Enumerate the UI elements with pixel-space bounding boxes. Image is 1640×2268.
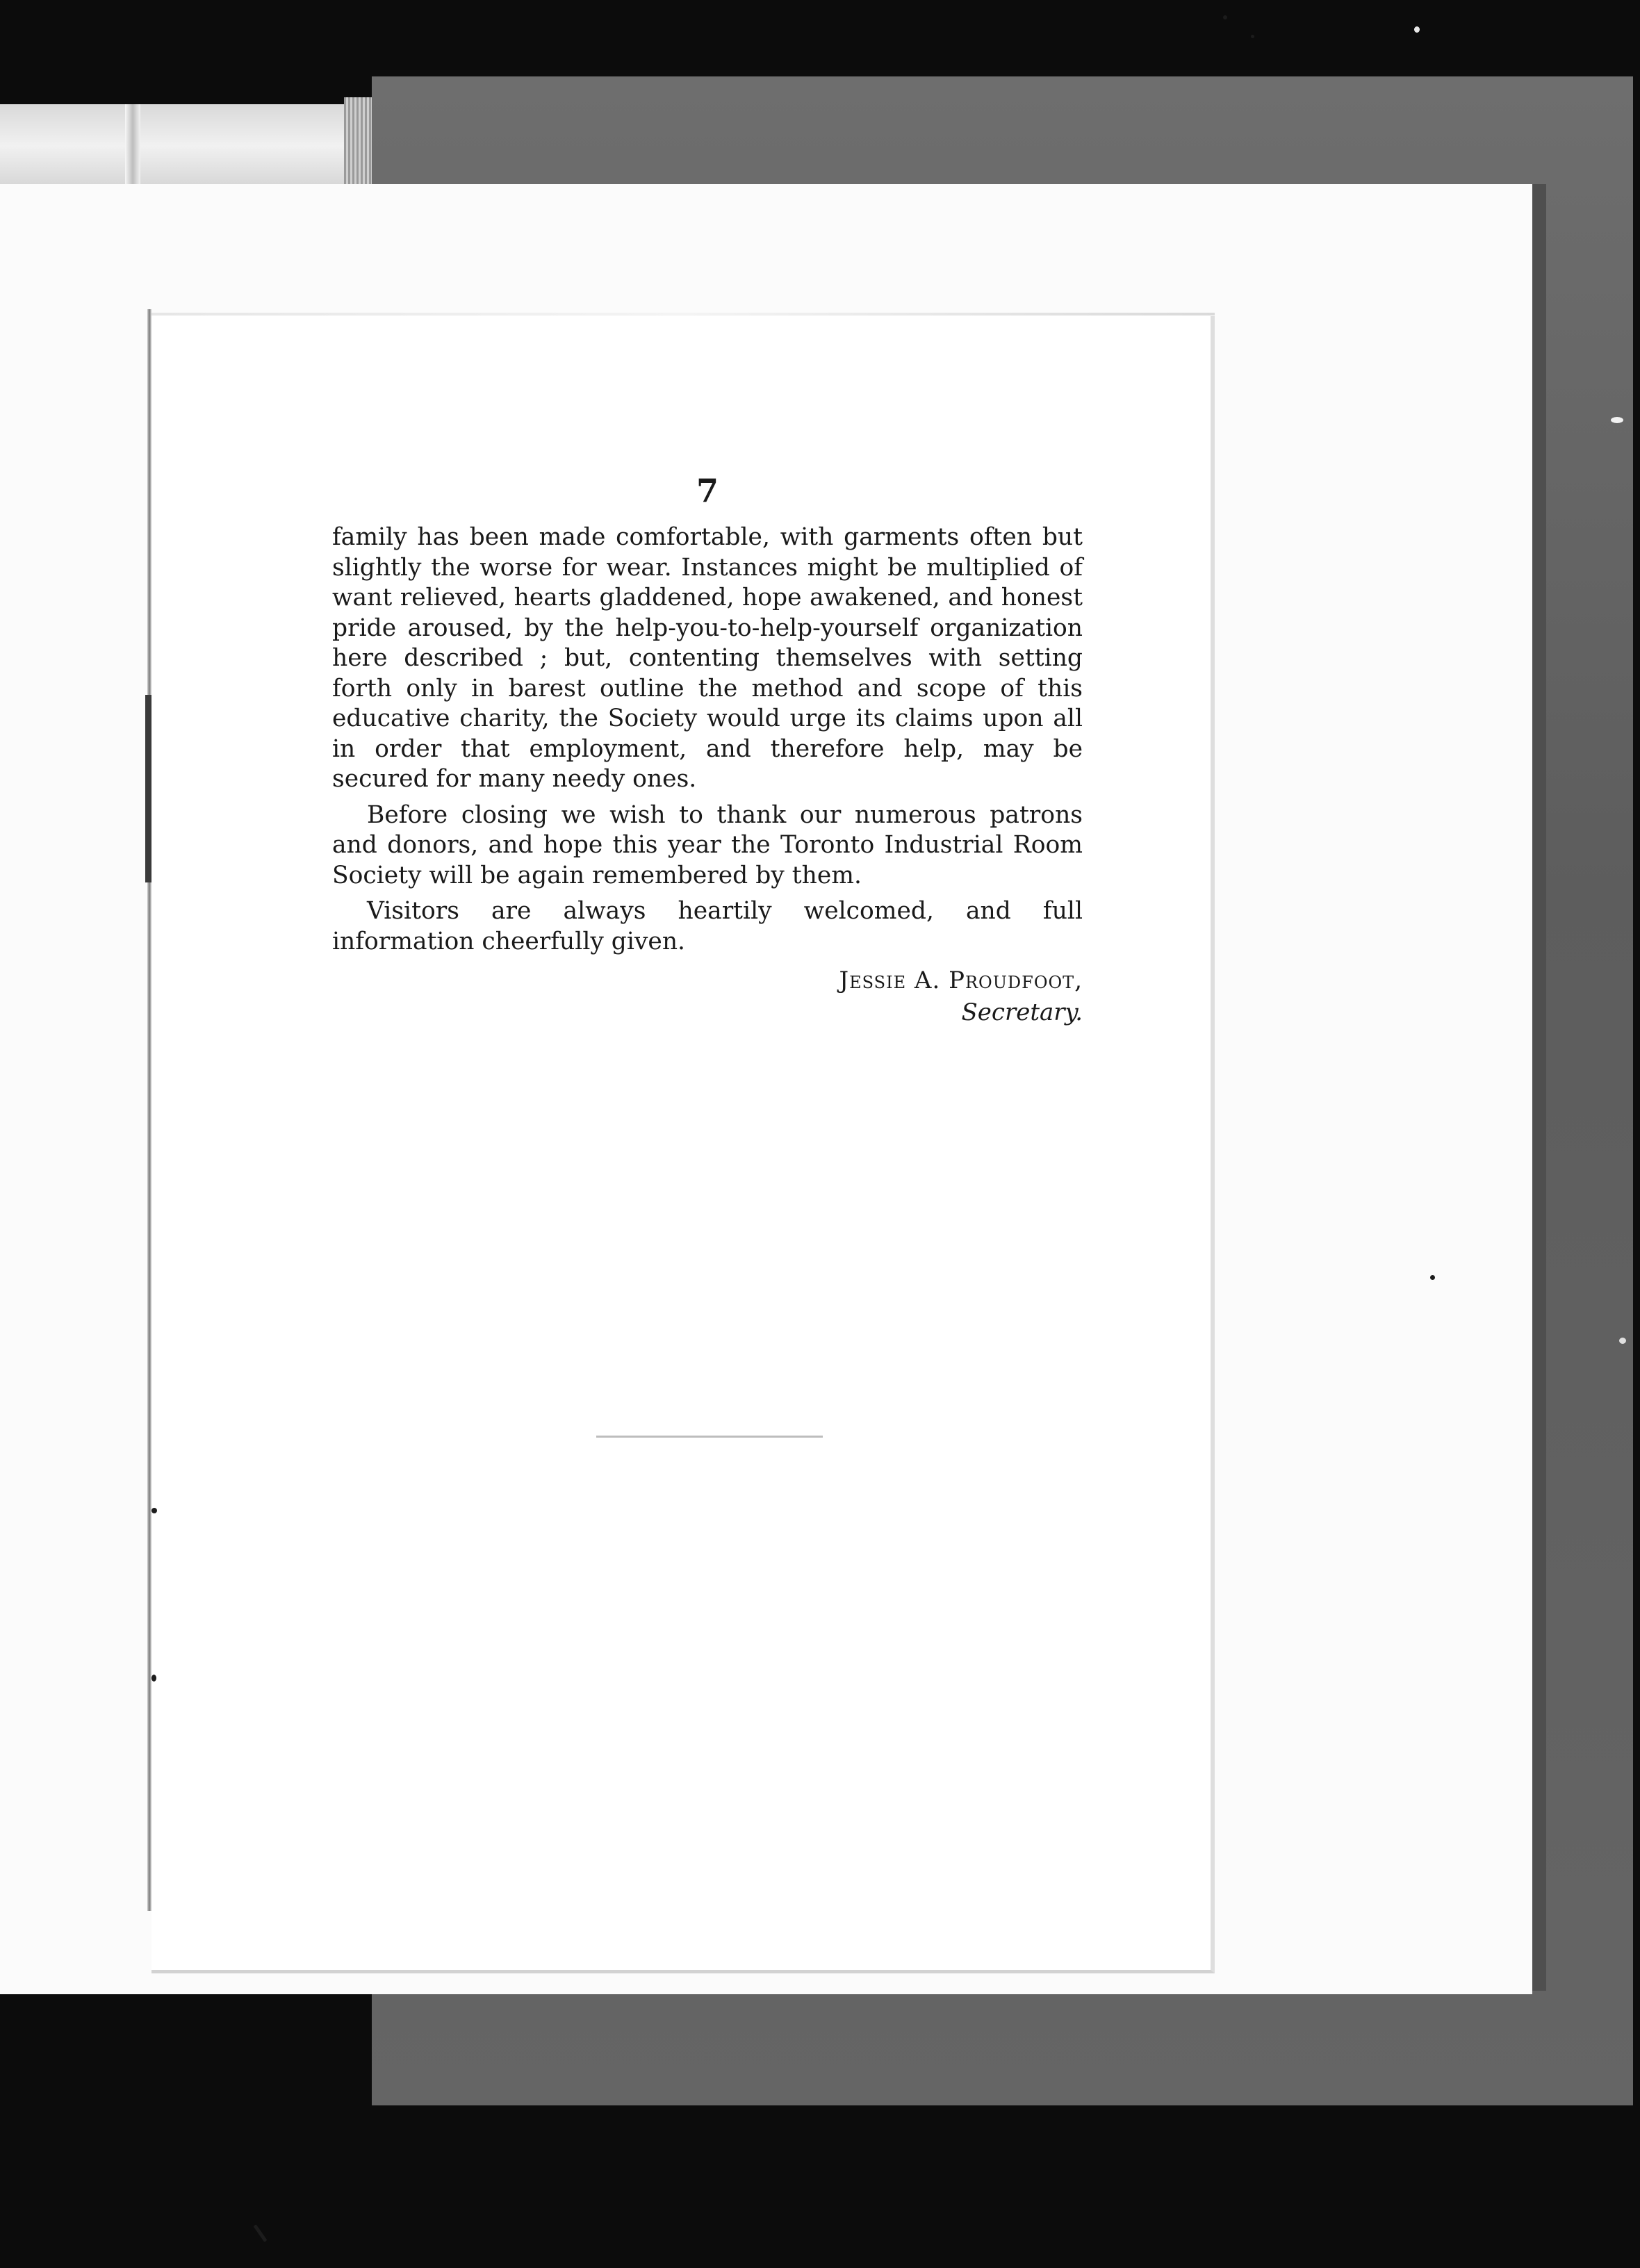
dust-speck [1611, 417, 1623, 423]
paragraph-3: Visitors are always heartily welcomed, and full information cheerfully given. [332, 897, 1083, 955]
signature-name: Jessie A. Proudfoot, [839, 967, 1083, 994]
binding-cloth [0, 104, 372, 188]
cloth-crease [125, 104, 140, 188]
dust-speck [253, 2224, 267, 2242]
dust-speck [1251, 35, 1254, 38]
dust-speck [1619, 1338, 1626, 1344]
dust-speck [151, 1508, 157, 1513]
dust-speck [1430, 1275, 1435, 1280]
cloth-weave [344, 97, 372, 188]
paragraph-1: family has been made comfortable, with garments often but slightly the worse for wear. Instances might be multiplied of want relieved, hearts gladdened, hope awakened, and honest pride aroused, by the help-you-to-help-yourself organization here described ; but, contenting themselves with setting forth only in barest outline the method and scope of this educative charity, the Society would urge its claims upon all in order that employment, and therefore help, may be secured for many needy ones. [332, 523, 1083, 793]
paragraph-2: Before closing we wish to thank our numerous patrons and donors, and hope this year the Toronto Industrial Room Society will be again remembered by them. [332, 800, 1083, 889]
dust-speck [151, 1675, 156, 1682]
page-text [332, 470, 1083, 1028]
dust-speck [1414, 26, 1420, 33]
signature-title: Secretary. [961, 999, 1083, 1026]
dust-speck [1223, 15, 1227, 19]
horizontal-rule [596, 1436, 823, 1438]
board-shadow [1532, 184, 1546, 1991]
page-top-edge [151, 313, 1215, 315]
page-number: 7 [696, 472, 719, 509]
